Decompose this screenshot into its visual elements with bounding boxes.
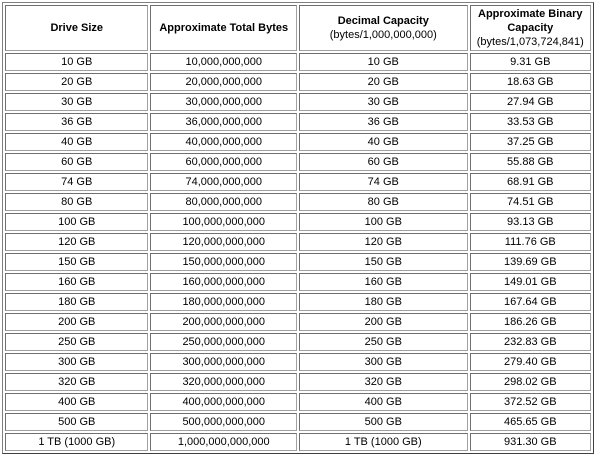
cell-decimal-capacity: 74 GB: [299, 173, 468, 191]
cell-binary-capacity: 9.31 GB: [470, 53, 591, 71]
cell-drive-size: 1 TB (1000 GB): [5, 433, 148, 451]
cell-decimal-capacity: 100 GB: [299, 213, 468, 231]
cell-binary-capacity: 149.01 GB: [470, 273, 591, 291]
cell-total-bytes: 20,000,000,000: [150, 73, 297, 91]
capacity-table: [2, 2, 594, 454]
cell-total-bytes: 500,000,000,000: [150, 413, 297, 431]
cell-total-bytes: 180,000,000,000: [150, 293, 297, 311]
cell-drive-size: 120 GB: [5, 233, 148, 251]
table-row: [5, 293, 591, 311]
table-row: [5, 93, 591, 111]
table-body: [5, 53, 591, 451]
cell-decimal-capacity: 10 GB: [299, 53, 468, 71]
table-row: [5, 413, 591, 431]
table-row: [5, 373, 591, 391]
table-row: [5, 213, 591, 231]
cell-drive-size: 160 GB: [5, 273, 148, 291]
cell-decimal-capacity: 300 GB: [299, 353, 468, 371]
cell-binary-capacity: 27.94 GB: [470, 93, 591, 111]
cell-total-bytes: 200,000,000,000: [150, 313, 297, 331]
cell-decimal-capacity: 20 GB: [299, 73, 468, 91]
cell-total-bytes: 120,000,000,000: [150, 233, 297, 251]
cell-decimal-capacity: 1 TB (1000 GB): [299, 433, 468, 451]
cell-total-bytes: 80,000,000,000: [150, 193, 297, 211]
cell-total-bytes: 1,000,000,000,000: [150, 433, 297, 451]
table-row: [5, 253, 591, 271]
cell-total-bytes: 10,000,000,000: [150, 53, 297, 71]
cell-binary-capacity: 931.30 GB: [470, 433, 591, 451]
cell-decimal-capacity: 30 GB: [299, 93, 468, 111]
cell-drive-size: 36 GB: [5, 113, 148, 131]
cell-drive-size: 60 GB: [5, 153, 148, 171]
cell-total-bytes: 400,000,000,000: [150, 393, 297, 411]
cell-binary-capacity: 33.53 GB: [470, 113, 591, 131]
cell-decimal-capacity: 80 GB: [299, 193, 468, 211]
cell-binary-capacity: 232.83 GB: [470, 333, 591, 351]
cell-decimal-capacity: 500 GB: [299, 413, 468, 431]
table-row: [5, 193, 591, 211]
cell-drive-size: 250 GB: [5, 333, 148, 351]
cell-total-bytes: 100,000,000,000: [150, 213, 297, 231]
cell-drive-size: 100 GB: [5, 213, 148, 231]
table-row: [5, 393, 591, 411]
table-row: [5, 53, 591, 71]
cell-binary-capacity: 372.52 GB: [470, 393, 591, 411]
cell-total-bytes: 320,000,000,000: [150, 373, 297, 391]
table-row: [5, 133, 591, 151]
cell-drive-size: 300 GB: [5, 353, 148, 371]
cell-drive-size: 40 GB: [5, 133, 148, 151]
cell-drive-size: 10 GB: [5, 53, 148, 71]
cell-decimal-capacity: 180 GB: [299, 293, 468, 311]
table-row: [5, 73, 591, 91]
cell-binary-capacity: 279.40 GB: [470, 353, 591, 371]
table-row: [5, 173, 591, 191]
header-sublabel: (bytes/1,073,724,841): [476, 36, 584, 48]
cell-drive-size: 74 GB: [5, 173, 148, 191]
cell-binary-capacity: 93.13 GB: [470, 213, 591, 231]
cell-total-bytes: 300,000,000,000: [150, 353, 297, 371]
cell-decimal-capacity: 120 GB: [299, 233, 468, 251]
cell-drive-size: 200 GB: [5, 313, 148, 331]
table-row: [5, 153, 591, 171]
cell-decimal-capacity: 400 GB: [299, 393, 468, 411]
header-total-bytes: [150, 5, 297, 51]
table-row: [5, 313, 591, 331]
cell-binary-capacity: 111.76 GB: [470, 233, 591, 251]
header-decimal-capacity: [299, 5, 468, 51]
cell-binary-capacity: 55.88 GB: [470, 153, 591, 171]
cell-total-bytes: 160,000,000,000: [150, 273, 297, 291]
cell-total-bytes: 250,000,000,000: [150, 333, 297, 351]
cell-decimal-capacity: 320 GB: [299, 373, 468, 391]
cell-binary-capacity: 167.64 GB: [470, 293, 591, 311]
header-label: Approximate Binary Capacity: [478, 8, 583, 34]
cell-binary-capacity: 37.25 GB: [470, 133, 591, 151]
cell-drive-size: 400 GB: [5, 393, 148, 411]
cell-decimal-capacity: 200 GB: [299, 313, 468, 331]
cell-binary-capacity: 298.02 GB: [470, 373, 591, 391]
cell-binary-capacity: 139.69 GB: [470, 253, 591, 271]
cell-decimal-capacity: 150 GB: [299, 253, 468, 271]
cell-drive-size: 180 GB: [5, 293, 148, 311]
cell-total-bytes: 60,000,000,000: [150, 153, 297, 171]
cell-decimal-capacity: 160 GB: [299, 273, 468, 291]
table-row: [5, 113, 591, 131]
cell-drive-size: 20 GB: [5, 73, 148, 91]
cell-drive-size: 80 GB: [5, 193, 148, 211]
cell-drive-size: 150 GB: [5, 253, 148, 271]
cell-total-bytes: 40,000,000,000: [150, 133, 297, 151]
header-sublabel: (bytes/1,000,000,000): [329, 29, 437, 41]
table-row: [5, 233, 591, 251]
header-label: Drive Size: [50, 22, 104, 34]
cell-total-bytes: 74,000,000,000: [150, 173, 297, 191]
table-row: [5, 273, 591, 291]
cell-binary-capacity: 465.65 GB: [470, 413, 591, 431]
cell-decimal-capacity: 60 GB: [299, 153, 468, 171]
cell-drive-size: 30 GB: [5, 93, 148, 111]
header-binary-capacity: [470, 5, 591, 51]
cell-decimal-capacity: 250 GB: [299, 333, 468, 351]
cell-total-bytes: 36,000,000,000: [150, 113, 297, 131]
cell-drive-size: 320 GB: [5, 373, 148, 391]
cell-binary-capacity: 68.91 GB: [470, 173, 591, 191]
header-drive-size: [5, 5, 148, 51]
header-label: Approximate Total Bytes: [159, 22, 289, 34]
table-row: [5, 353, 591, 371]
table-row: [5, 333, 591, 351]
table-row: [5, 433, 591, 451]
header-label: Decimal Capacity: [337, 15, 429, 27]
cell-decimal-capacity: 40 GB: [299, 133, 468, 151]
header-row: [5, 5, 591, 51]
cell-total-bytes: 150,000,000,000: [150, 253, 297, 271]
cell-decimal-capacity: 36 GB: [299, 113, 468, 131]
cell-binary-capacity: 18.63 GB: [470, 73, 591, 91]
cell-drive-size: 500 GB: [5, 413, 148, 431]
cell-binary-capacity: 186.26 GB: [470, 313, 591, 331]
cell-total-bytes: 30,000,000,000: [150, 93, 297, 111]
cell-binary-capacity: 74.51 GB: [470, 193, 591, 211]
